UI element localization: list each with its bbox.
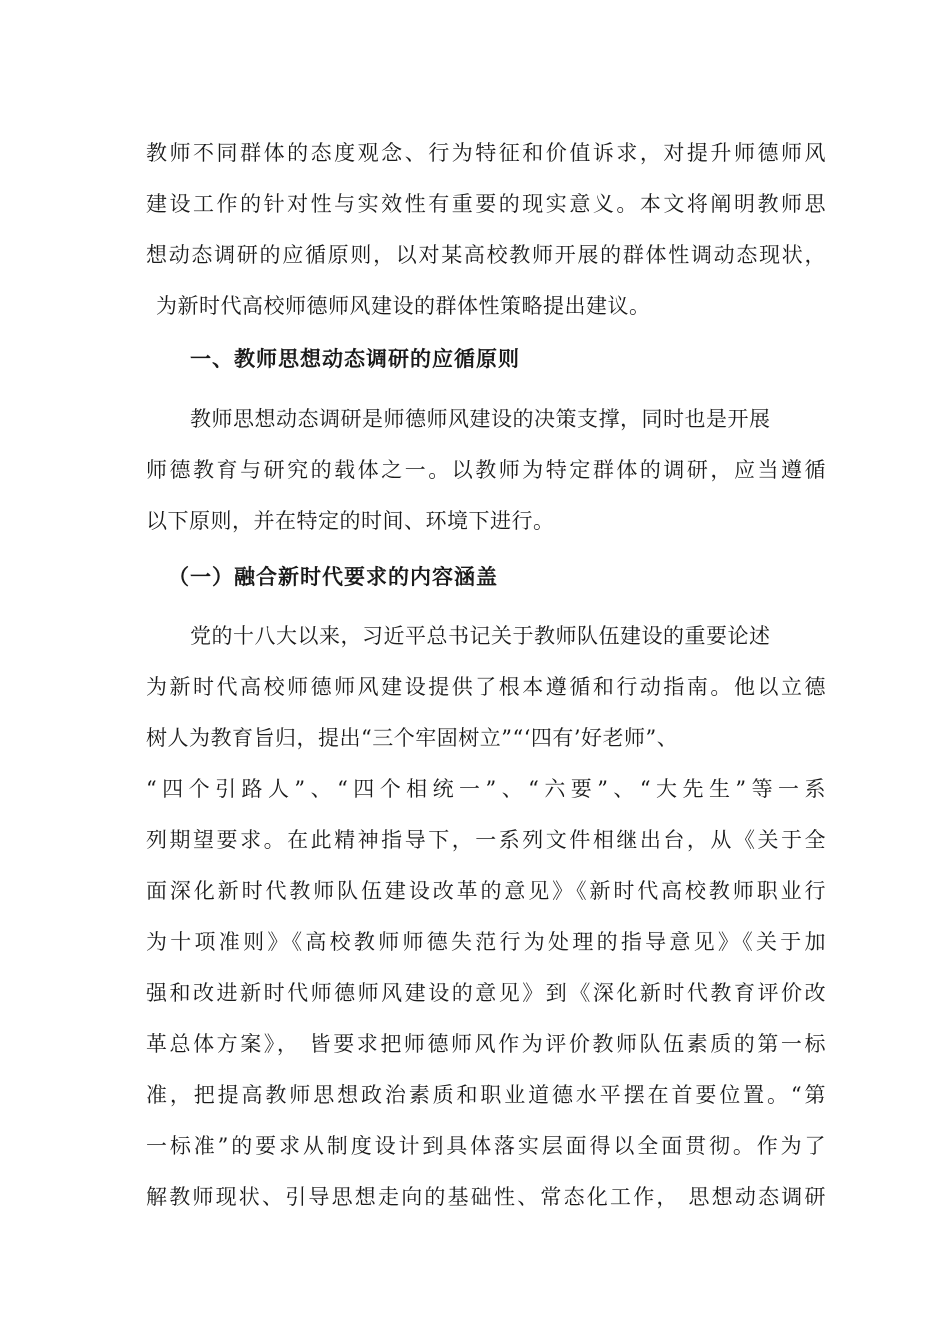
- paragraph-line: 为十项准则》《高校教师师德失范行为处理的指导意见》《关于加: [146, 930, 826, 954]
- paragraph-line: 列期望要求。在此精神指导下，一系列文件相继出台，从《关于全: [146, 828, 826, 852]
- paragraph-line: 党的十八大以来，习近平总书记关于教师队伍建设的重要论述: [190, 624, 771, 648]
- paragraph-line: 解教师现状、引导思想走向的基础性、常态化工作， 思想动态调研: [146, 1185, 826, 1209]
- paragraph-line: “四个引路人”、“四个相统一”、“六要”、“大先生”等一系: [146, 777, 826, 801]
- paragraph-line: 为新时代高校师德师风建设的群体性策略提出建议。: [156, 294, 651, 318]
- paragraph-line: 为新时代高校师德师风建设提供了根本遵循和行动指南。他以立德: [146, 675, 826, 699]
- paragraph-line: 革总体方案》， 皆要求把师德师风作为评价教师队伍素质的第一标: [146, 1032, 826, 1056]
- paragraph-line: 强和改进新时代师德师风建设的意见》到《深化新时代教育评价改: [146, 981, 826, 1005]
- subsection-heading: （一）融合新时代要求的内容涵盖: [168, 565, 498, 589]
- paragraph-line: 建设工作的针对性与实效性有重要的现实意义。本文将阐明教师思: [146, 192, 826, 216]
- paragraph-line: 想动态调研的应循原则，以对某高校教师开展的群体性调动态现状，: [146, 243, 826, 267]
- paragraph-line: 一标准”的要求从制度设计到具体落实层面得以全面贯彻。作为了: [146, 1134, 826, 1158]
- paragraph-line: 准，把提高教师思想政治素质和职业道德水平摆在首要位置。“第: [146, 1083, 826, 1107]
- paragraph-line: 面深化新时代教师队伍建设改革的意见》《新时代高校教师职业行: [146, 879, 826, 903]
- paragraph-line: 以下原则，并在特定的时间、环境下进行。: [146, 509, 555, 533]
- paragraph-line: 师德教育与研究的载体之一。以教师为特定群体的调研，应当遵循: [146, 458, 826, 482]
- paragraph-line: 教师思想动态调研是师德师风建设的决策支撑，同时也是开展: [190, 407, 771, 431]
- paragraph-line: 教师不同群体的态度观念、行为特征和价值诉求，对提升师德师风: [146, 141, 826, 165]
- section-heading: 一、教师思想动态调研的应循原则: [190, 347, 520, 371]
- paragraph-line: 树人为教育旨归，提出“三个牢固树立”“‘四有’好老师”、: [146, 726, 679, 750]
